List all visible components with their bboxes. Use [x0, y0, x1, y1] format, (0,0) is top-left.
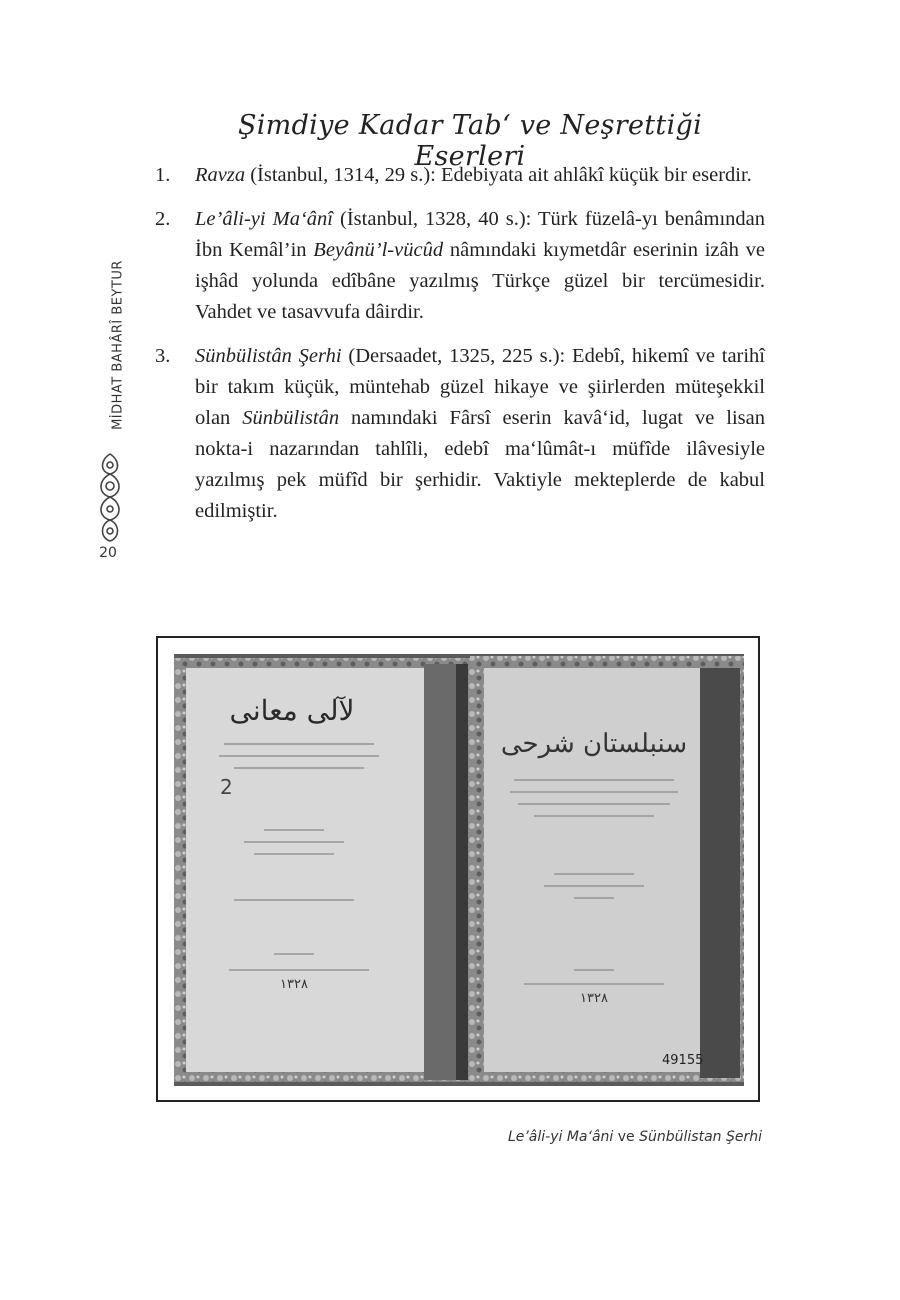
item-text: nâmındaki kıymetdâr eserinin izâh ve işhâd yolunda edîbâne yazılmış Türkçe güzel bir tercümesidir. Vahdet ve tasavvufa dâirdir.	[195, 239, 765, 323]
caption-joiner: ve	[613, 1129, 640, 1145]
list-item	[155, 160, 765, 191]
right-book-stamp: 49155	[662, 1053, 704, 1068]
work-title: Ravza	[195, 164, 246, 186]
list-item	[155, 341, 765, 527]
works-list	[155, 160, 765, 540]
book-photo-frame	[156, 636, 760, 1102]
item-number: 1.	[155, 164, 171, 186]
author-running-head	[108, 245, 128, 445]
svg-text:لآلی معانی: لآلی معانی	[229, 694, 355, 727]
svg-text:سنبلستان شرحی: سنبلستان شرحی	[500, 729, 688, 759]
item-number: 3.	[155, 345, 171, 367]
caption-title: Le’âli-yi Ma‘âni	[507, 1129, 614, 1145]
left-book-number: 2	[220, 775, 233, 799]
item-number: 2.	[155, 208, 171, 230]
item-text: namındaki Fârsî eserin kavâ‘id, lugat ve lisan nokta-i nazarından tahlîli, edebî ma‘lûmât-ı müfîde ilâvesiyle yazılmış pek müfîd bir şerhidir. Vaktiyle mekteplerde de kabul edilmiştir.	[195, 407, 765, 522]
list-item	[155, 204, 765, 328]
author-name: MİDHAT BAHÂRÎ BEYTUR	[110, 260, 126, 430]
inline-title: Sünbülistân	[242, 407, 340, 429]
figure-caption	[508, 1129, 762, 1145]
section-heading: Şimdiye Kadar Tab‘ ve Neşrettiği Eserleri	[237, 110, 703, 172]
page-number: 20	[99, 545, 117, 561]
item-text: (İstanbul, 1314, 29 s.): Edebiyata ait ahlâkî küçük bir eserdir.	[245, 164, 752, 186]
svg-text:١٣٢٨: ١٣٢٨	[280, 977, 308, 992]
item-text: (İstanbul, 1328, 40 s.): Türk füzelâ-yı benâmından İbn Kemâl’in	[195, 208, 765, 261]
ornament-icon	[90, 450, 130, 545]
svg-text:١٣٢٨: ١٣٢٨	[580, 991, 608, 1006]
item-text: (Dersaadet, 1325, 225 s.): Edebî, hikemî ve tarihî bir takım küçük, müntehab güzel hikaye ve şiirlerden müteşekkil olan	[195, 345, 766, 429]
work-title: Le’âli-yi Ma‘ânî	[195, 208, 333, 230]
caption-title: Sünbülistan Şerhi	[639, 1129, 762, 1145]
book-covers-photo	[174, 654, 744, 1086]
inline-title: Beyânü’l-vücûd	[313, 239, 444, 261]
work-title: Sünbülistân Şerhi	[195, 345, 342, 367]
